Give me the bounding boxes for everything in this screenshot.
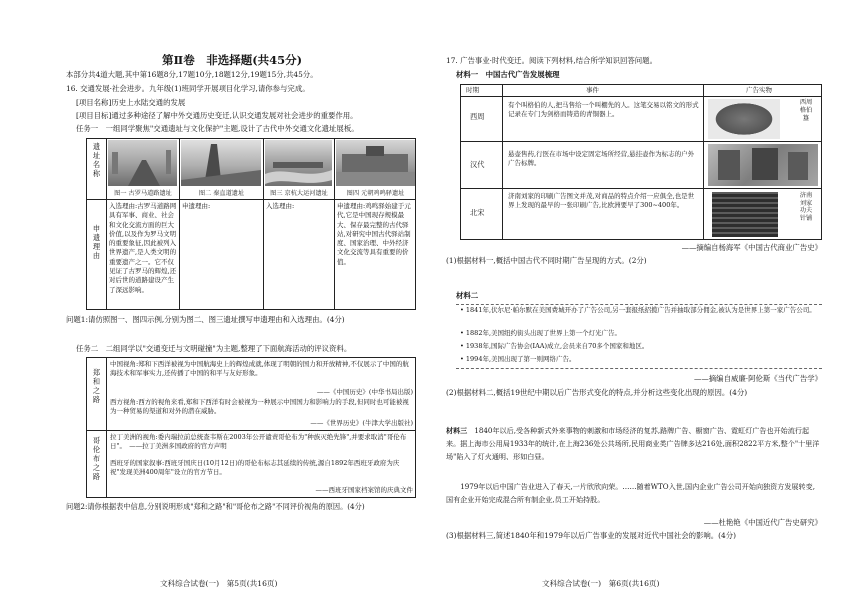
m2-item-2-text: 1882年,美国纽约街头出现了世界上第一个灯光广告。 <box>465 329 622 337</box>
material2-item-4: • 1994年,美国出现了第一则网络广告。 <box>460 355 576 363</box>
han-medicine-gourd-photo <box>708 144 818 186</box>
right-footer: 文科综合试卷(一) 第6页(共16页) <box>542 579 660 588</box>
section-title: 第Ⅱ卷 非选择题(共45分) <box>162 53 303 67</box>
jiming-post-image <box>336 140 415 186</box>
caption-2: 图二 秦直道遗址 <box>198 190 245 197</box>
liu-needle-shop-photo <box>712 192 778 237</box>
reason-canal: 入选理由: <box>266 202 295 210</box>
columbus-spain-view: 西班牙的国家叙事:西班牙国庆日(10月12日)的哥伦布标志其延续的传统,源自1892年西班牙政府为庆祝"发现美洲400周年"设立的官方节日。 <box>110 459 400 477</box>
zhenghe-china-view: 中国视角:郑和下西洋被视为中国航海史上的辉煌成就,体现了明朝的国力和开放精神,不仅展示了中国的航海技术和军事实力,还传播了中国的和平与友好形象。 <box>110 360 409 378</box>
site-name-header: 遗址名称 <box>92 142 101 178</box>
left-page <box>66 0 418 609</box>
jiming-post-photo <box>336 140 415 186</box>
q16-project-goal: [项目目标]通过多种途径了解中外交通历史变迁,认识交通发展对社会进步的重要作用。 <box>76 111 358 120</box>
object-label-beisong: 济南刘家功夫针铺 <box>799 192 813 222</box>
q16-question1: 问题1:请仿照图一、图四示例,分别为图二、图三遗址撰写申遗理由和入选理由。(4分) <box>66 315 345 324</box>
event-beisong: 济南刘家的印刷广告图文并茂,对商品的特点介绍一应俱全,也是世界上发现的最早的一张印刷广告,比欧洲要早了300~400年。 <box>508 192 695 210</box>
period-xizhou: 西周 <box>470 112 485 121</box>
zhenghe-header: 郑和之路 <box>92 368 101 404</box>
material3-title: 材料三 <box>446 426 468 435</box>
header-object: 广告实物 <box>746 86 772 94</box>
material2-item-2: • 1882年,美国纽约街头出现了世界上第一个灯光广告。 <box>460 329 622 337</box>
event-xizhou: 有个叫格伯的人,把马售给一个叫棚先的人。这笔交易以铭文的形式记录在专门为剑格而铸造的青铜器上。 <box>508 101 699 119</box>
qin-road-image <box>181 140 261 186</box>
caption-4: 图四 元朝鸡鸣驿遗址 <box>346 190 405 197</box>
period-beisong: 北宋 <box>470 208 485 217</box>
columbus-spain-source: ——西班牙国家档案馆的庆典文件 <box>315 486 413 494</box>
left-footer: 文科综合试卷(一) 第5页(共16页) <box>160 579 278 588</box>
header-period: 时期 <box>466 86 479 94</box>
event-handai: 悬壶售药,行医在市场中设定固定场所经营,悬挂壶作为标志的户外广告标牌。 <box>508 150 695 168</box>
q16-stem: 16. 交通发展·社会进步。九年级(1)班同学开展项目化学习,请你参与完成。 <box>66 84 310 93</box>
roman-road-photo <box>108 140 177 186</box>
q16-task1: 任务一 一组同学聚焦"交通遗址与文化保护"主题,设计了古代中外交通文化遗址展板。 <box>76 124 359 133</box>
object-label-xizhou: 西周格伯簋 <box>799 99 813 122</box>
zhenghe-west-view: 西方视角:西方的视角来看,郑和下西洋有时会被视为一种展示中国国力和影响力的手段,但同时也可能被视为一种贸易的渠道和对外的潜在威胁。 <box>110 398 409 416</box>
zhenghe-china-source: ——《中国历史》(中华书局出版) <box>316 388 413 396</box>
m2-item-4-text: 1994年,美国出现了第一则网络广告。 <box>465 355 576 363</box>
zhenghe-west-source: ——《世界历史》(牛津大学出版社) <box>310 419 413 427</box>
gebo-gui-photo <box>708 99 780 139</box>
caption-1: 图一 古罗马道路遗址 <box>114 190 172 197</box>
material2-item-1: • 1841年,伏尔尼·帕尔默在美国费城开办了广告公司,另一套报纸招揽广告并抽取部分佣金,被认为是世界上第一家广告公司。 <box>460 306 816 314</box>
q16-project-name: [项目名称]历史上水陆交通的发展 <box>76 98 186 107</box>
m3-p1-text: 1840年以后,受各种新式外来事物的刺激和市场经济的复苏,路牌广告、橱窗广告、霓虹灯广告也开始流行起来。据上海市公用局1933年的统计,在上海236处公共场所,民用商业类广告牌多达216处,面积2822平方米,整个"十里洋场"陷入了灯火通明、形如白昼。 <box>446 426 820 461</box>
grand-canal-image <box>265 140 332 186</box>
reason-qin: 申遗理由: <box>182 202 211 210</box>
q17-question1: (1)根据材料一,概括中国古代不同时期广告呈现的方式。(2分) <box>446 256 647 265</box>
period-handai: 汉代 <box>470 160 485 169</box>
q17-question3: (3)根据材料三,简述1840年和1979年以后广告事业的发展对近代中国社会的影响。(4分) <box>446 531 737 540</box>
reason-jiming: 申遗理由:鸡鸣驿始建于元代,它是中国现存规模最大、保存最完整的古代驿站,对研究中国古代驿站制度、国家治理、中外经济文化交流等具有重要的价值。 <box>337 202 411 266</box>
caption-3: 图三 京杭大运河遗址 <box>270 190 328 197</box>
m2-item-3-text: 1938年,国际广告协会(IAA)成立,会员来自70多个国家和地区。 <box>465 342 649 350</box>
q17-stem: 17. 广告事业·时代变迁。阅读下列材料,结合所学知识回答问题。 <box>446 56 657 65</box>
header-event: 事件 <box>586 86 599 94</box>
columbus-header: 哥伦布之路 <box>92 436 101 481</box>
q16-question2: 问题2:请你根据表中信息,分别说明形成"郑和之路"和"哥伦布之路"不同评价视角的原因。(4分) <box>66 502 365 511</box>
material1-source: ——摘编自杨海军《中国古代商业广告史》 <box>681 243 822 252</box>
columbus-latam-view: 拉丁美洲的视角:委内瑞拉前总统查韦斯在2003年公开谴责哥伦布为"种族灭绝先锋",并要求取消"哥伦布日"。 ——拉丁美洲多国政府的官方声明 <box>110 433 407 451</box>
right-page <box>446 0 824 609</box>
material3-source: ——杜艳艳《中国近代广告史研究》 <box>703 518 822 527</box>
material2-source: ——摘编自威廉·阿伦斯《当代广告学》 <box>694 374 822 383</box>
m2-item-1-text: 1841年,伏尔尼·帕尔默在美国费城开办了广告公司,另一套报纸招揽广告并抽取部分佣金,被认为是世界上第一家广告公司。 <box>465 306 816 314</box>
material2-title: 材料二 <box>456 291 479 300</box>
apply-reason-header: 申遗理由 <box>92 224 101 260</box>
roman-road-image <box>108 140 177 186</box>
q16-task2: 任务二 二组同学以"交通变迁与文明碰撞"为主题,整理了下面航海活动的评议资料。 <box>76 344 352 353</box>
qin-road-photo <box>181 140 261 186</box>
q17-question2: (2)根据材料二,概括19世纪中期以后广告形式变化的特点,并分析这些变化出现的原因。(4分) <box>446 388 748 397</box>
grand-canal-photo <box>265 140 332 186</box>
material2-item-3: • 1938年,国际广告协会(IAA)成立,会员来自70多个国家和地区。 <box>460 342 649 350</box>
reason-roman: 入选理由:古罗马道路网具有军事、商业、社会和文化交流方面的巨大价值,以及作为罗马文明的重要象征,因此被列入世界遗产,是人类文明的重要遗产之一。它不仅见证了古罗马的辉煌,还对后世的道路建设产生了深远影响。 <box>109 202 177 294</box>
material3-paragraph-2: 1979年以后中国广告业进入了春天,一片欣欣向荣。……随着WTO入世,国内企业广告公司开始向独资方发展转变,国有企业开始完成混合所有制企业,员工开始持股。 <box>446 482 815 504</box>
han-medicine-image <box>708 144 818 186</box>
section-intro: 本部分共4道大题,其中第16题8分,17题10分,18题12分,19题15分,共45分。 <box>66 70 318 79</box>
material1-title: 材料一 中国古代广告发展梳理 <box>456 70 560 79</box>
material3-paragraph-1 <box>446 424 822 463</box>
